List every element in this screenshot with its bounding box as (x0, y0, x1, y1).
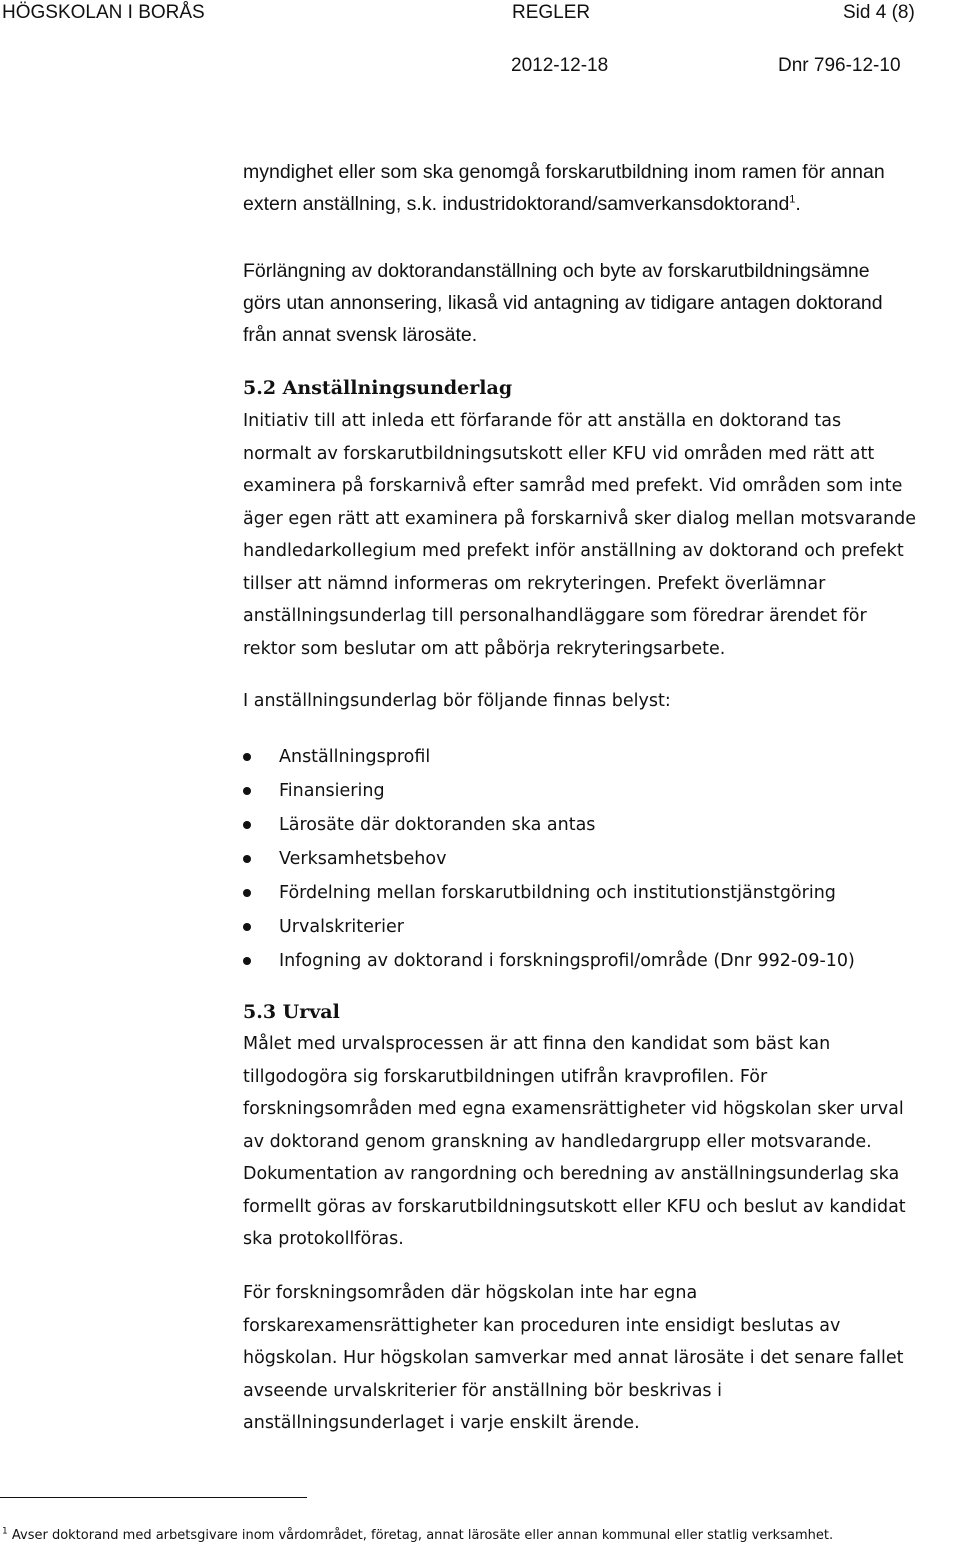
footnote-text: Avser doktorand med arbetsgivare inom vårdområdet, företag, annat lärosäte eller annan kommunal eller statlig verksamhet. (11, 1528, 834, 1543)
list-item (243, 774, 855, 808)
s53b-line-5: anställningsunderlaget i varje enskilt ärende. (243, 1413, 640, 1433)
bullet-icon (243, 753, 251, 761)
section-5-3-body (243, 1028, 906, 1256)
s52-line-2: normalt av forskarutbildningsutskott eller KFU vid områden med rätt att (243, 443, 875, 464)
institution-name: HÖGSKOLAN I BORÅS (2, 2, 205, 23)
s53-line-1: Målet med urvalsprocessen är att finna den kandidat som bäst kan (243, 1034, 831, 1054)
section-5-2-heading: 5.2 Anställningsunderlag (243, 377, 513, 399)
intro-line-1: myndighet eller som ska genomgå forskarutbildning inom ramen för annan (243, 161, 885, 183)
s53b-line-4: avseende urvalskriterier för anställning bör beskrivas i (243, 1380, 722, 1401)
s52-line-8: rektor som beslutar om att påbörja rekryteringsarbete. (243, 638, 726, 659)
list-item (243, 808, 855, 842)
list-item (243, 944, 855, 978)
extension-paragraph (243, 255, 883, 351)
list-item-text: Anställningsprofil (279, 747, 431, 767)
bullet-icon (243, 787, 251, 795)
document-type: REGLER (512, 2, 591, 23)
document-date: 2012-12-18 (511, 55, 609, 76)
bullet-icon (243, 821, 251, 829)
bullet-icon (243, 855, 251, 863)
requirements-list (243, 740, 855, 978)
footnote-number: 1 (2, 1526, 8, 1537)
bullet-icon (243, 923, 251, 931)
s52-line-6: tillser att nämnd informeras om rekryteringen. Prefekt överlämnar (243, 573, 826, 594)
list-item-text: Finansiering (279, 781, 385, 801)
s53-line-7: ska protokollföras. (243, 1229, 404, 1249)
list-item-text: Fördelning mellan forskarutbildning och institutionstjänstgöring (279, 883, 836, 903)
intro-line-2 (243, 188, 885, 220)
footnote (2, 1528, 833, 1543)
s53-line-4: av doktorand genom granskning av handledargrupp eller motsvarande. (243, 1131, 872, 1152)
s53b-line-1: För forskningsområden där högskolan inte har egna (243, 1283, 698, 1303)
s53-line-2: tillgodogöra sig forskarutbildningen utifrån kravprofilen. För (243, 1066, 768, 1087)
footnote-separator (0, 1497, 307, 1498)
bullet-icon (243, 957, 251, 965)
bullet-icon (243, 889, 251, 897)
extension-line-2: görs utan annonsering, likaså vid antagning av tidigare antagen doktorand (243, 292, 883, 314)
list-item-text: Lärosäte där doktoranden ska antas (279, 815, 596, 835)
intro-paragraph (243, 156, 885, 220)
s53-line-3: forskningsområden med egna examensrättigheter vid högskolan sker urval (243, 1099, 904, 1119)
intro-line-2-end: . (795, 193, 801, 215)
s52-line-5: handledarkollegium med prefekt inför anställning av doktorand och prefekt (243, 541, 904, 561)
extension-line-3: från annat svensk lärosäte. (243, 324, 478, 346)
list-item (243, 740, 855, 774)
footnote-reference[interactable]: 1 (789, 193, 796, 206)
s52-line-7: anställningsunderlag till personalhandläggare som föredrar ärendet för (243, 606, 867, 626)
section-5-2-body (243, 405, 916, 665)
section-5-3-body-2 (243, 1277, 904, 1440)
s53-line-5: Dokumentation av rangordning och beredning av anställningsunderlag ska (243, 1164, 900, 1184)
section-5-3-heading: 5.3 Urval (243, 1001, 340, 1023)
s53-line-6: formellt göras av forskarutbildningsutskott eller KFU och beslut av kandidat (243, 1196, 906, 1217)
s53b-line-2: forskarexamensrättigheter kan proceduren inte ensidigt beslutas av (243, 1315, 841, 1336)
list-item (243, 842, 855, 876)
list-item (243, 910, 855, 944)
s52-line-3: examinera på forskarnivå efter samråd med prefekt. Vid områden som inte (243, 476, 903, 496)
list-item-text: Infogning av doktorand i forskningsprofil/område (Dnr 992-09-10) (279, 951, 855, 971)
list-intro: I anställningsunderlag bör följande finnas belyst: (243, 691, 671, 711)
s53b-line-3: högskolan. Hur högskolan samverkar med annat lärosäte i det senare fallet (243, 1348, 904, 1368)
extension-line-1: Förlängning av doktorandanställning och byte av forskarutbildningsämne (243, 260, 870, 282)
document-dnr: Dnr 796-12-10 (778, 55, 901, 76)
page-number: Sid 4 (8) (843, 2, 915, 23)
list-item (243, 876, 855, 910)
s52-line-4: äger egen rätt att examinera på forskarnivå sker dialog mellan motsvarande (243, 508, 916, 529)
intro-line-2-text: extern anställning, s.k. industridoktorand/samverkansdoktorand (243, 193, 790, 215)
list-item-text: Verksamhetsbehov (279, 849, 447, 869)
list-item-text: Urvalskriterier (279, 917, 404, 937)
s52-line-1: Initiativ till att inleda ett förfarande för att anställa en doktorand tas (243, 411, 842, 431)
